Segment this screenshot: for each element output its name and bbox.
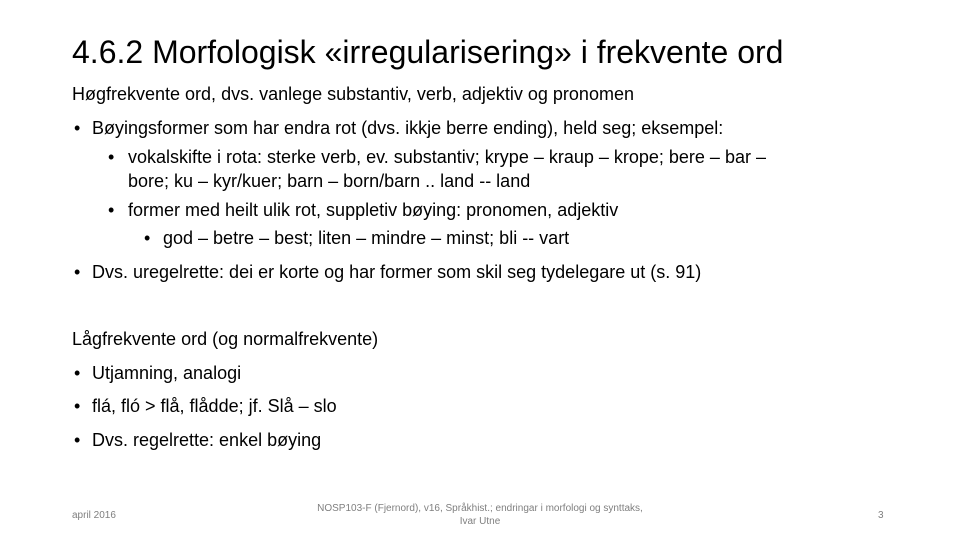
section1-subsub1: god – betre – best; liten – mindre – minst; bli -- vart: [163, 228, 570, 248]
bullet-marker: •: [74, 363, 81, 383]
section1-bullet1: Bøyingsformer som har endra rot (dvs. ikkje berre ending), held seg; eksempel:: [92, 118, 724, 138]
bullet-marker: •: [74, 262, 81, 282]
page-number: 3: [878, 510, 884, 521]
footer-date: april 2016: [72, 510, 116, 521]
section1-sub1-line2: bore; ku – kyr/kuer; barn – born/barn .. land -- land: [128, 171, 531, 191]
footer-center-text: NOSP103-F (Fjernord), v16, Språkhist.; endringar i morfologi og synttaks, Ivar Utne: [317, 503, 643, 527]
slide-title: 4.6.2 Morfologisk «irregularisering» i frekvente ord: [72, 34, 784, 70]
section2-bullet2: flá, fló > flå, flådde; jf. Slå – slo: [92, 396, 337, 416]
bullet-marker: •: [74, 118, 81, 138]
section1-sub1-line1: vokalskifte i rota: sterke verb, ev. substantiv; krype – kraup – krope; bere – bar –: [128, 147, 766, 167]
section1-sub2: former med heilt ulik rot, suppletiv bøying: pronomen, adjektiv: [128, 200, 619, 220]
bullet-marker: •: [144, 228, 151, 248]
section2-heading: Lågfrekvente ord (og normalfrekvente): [72, 329, 379, 349]
section2-bullet3: Dvs. regelrette: enkel bøying: [92, 430, 322, 450]
bullet-marker: •: [74, 396, 81, 416]
bullet-marker: •: [108, 200, 115, 220]
section2-bullet1: Utjamning, analogi: [92, 363, 242, 383]
bullet-marker: •: [74, 430, 81, 450]
section1-heading: Høgfrekvente ord, dvs. vanlege substantiv, verb, adjektiv og pronomen: [72, 84, 634, 104]
section1-bullet2: Dvs. uregelrette: dei er korte og har former som skil seg tydelegare ut (s. 91): [92, 262, 702, 282]
bullet-marker: •: [108, 147, 115, 167]
